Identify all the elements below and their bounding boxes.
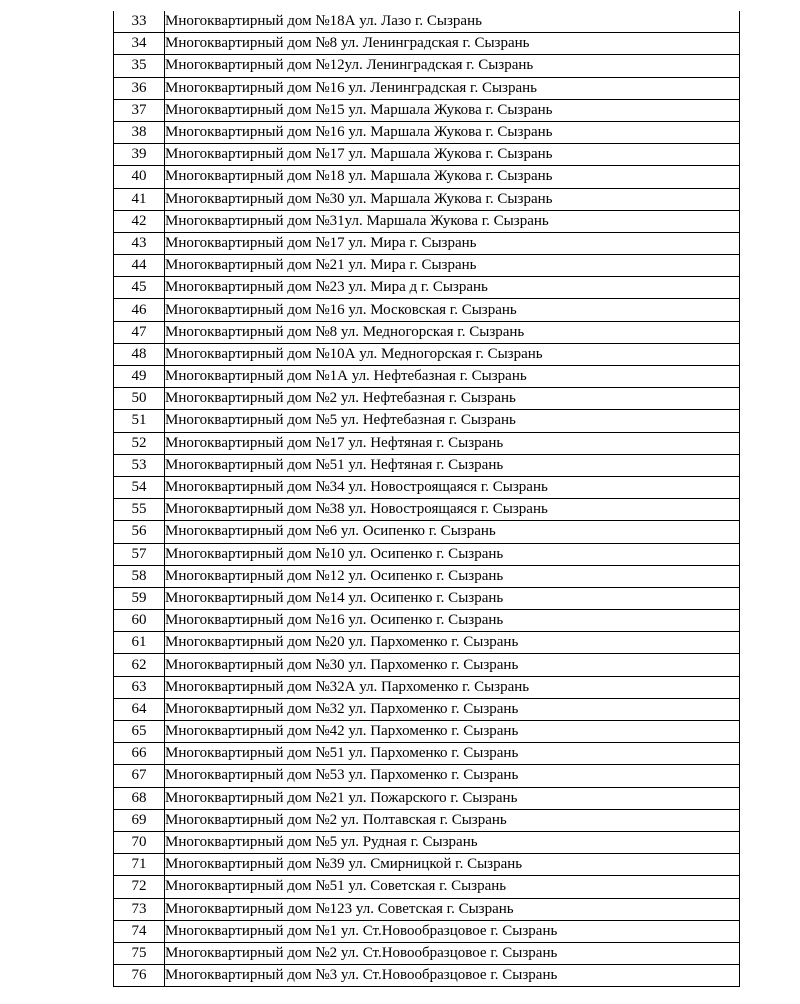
row-number-cell: 55 (114, 499, 165, 521)
row-number-cell: 50 (114, 388, 165, 410)
row-desc-cell: Многоквартирный дом №15 ул. Маршала Жукова г. Сызрань (165, 99, 740, 121)
table-row (114, 876, 740, 898)
row-desc-cell: Многоквартирный дом №16 ул. Осипенко г. Сызрань (165, 610, 740, 632)
table-row (114, 432, 740, 454)
table-row (114, 543, 740, 565)
row-number-cell: 40 (114, 166, 165, 188)
row-number-cell: 72 (114, 876, 165, 898)
row-desc-cell: Многоквартирный дом №32 ул. Пархоменко г. Сызрань (165, 698, 740, 720)
row-number-cell: 44 (114, 255, 165, 277)
row-number-cell: 35 (114, 55, 165, 77)
row-desc-cell: Многоквартирный дом №51 ул. Пархоменко г. Сызрань (165, 743, 740, 765)
table-row (114, 144, 740, 166)
table-row (114, 743, 740, 765)
building-table-container (113, 11, 739, 987)
row-desc-cell: Многоквартирный дом №21 ул. Мира г. Сызрань (165, 255, 740, 277)
table-row (114, 410, 740, 432)
row-desc-cell: Многоквартирный дом №32А ул. Пархоменко г. Сызрань (165, 676, 740, 698)
row-desc-cell: Многоквартирный дом №2 ул. Нефтебазная г. Сызрань (165, 388, 740, 410)
table-row (114, 33, 740, 55)
table-row (114, 854, 740, 876)
row-number-cell: 56 (114, 521, 165, 543)
row-desc-cell: Многоквартирный дом №1 ул. Ст.Новообразцовое г. Сызрань (165, 920, 740, 942)
row-desc-cell: Многоквартирный дом №5 ул. Рудная г. Сызрань (165, 831, 740, 853)
row-number-cell: 68 (114, 787, 165, 809)
row-desc-cell: Многоквартирный дом №20 ул. Пархоменко г. Сызрань (165, 632, 740, 654)
row-desc-cell: Многоквартирный дом №16 ул. Ленинградская г. Сызрань (165, 77, 740, 99)
row-number-cell: 63 (114, 676, 165, 698)
row-desc-cell: Многоквартирный дом №1А ул. Нефтебазная г. Сызрань (165, 366, 740, 388)
row-number-cell: 76 (114, 965, 165, 987)
row-desc-cell: Многоквартирный дом №5 ул. Нефтебазная г. Сызрань (165, 410, 740, 432)
table-row (114, 232, 740, 254)
row-desc-cell: Многоквартирный дом №31ул. Маршала Жукова г. Сызрань (165, 210, 740, 232)
table-row (114, 676, 740, 698)
building-table (113, 11, 740, 987)
building-table-body (114, 11, 740, 987)
row-number-cell: 48 (114, 343, 165, 365)
row-desc-cell: Многоквартирный дом №18А ул. Лазо г. Сызрань (165, 11, 740, 33)
table-row (114, 499, 740, 521)
table-row (114, 366, 740, 388)
table-row (114, 343, 740, 365)
row-number-cell: 47 (114, 321, 165, 343)
row-number-cell: 34 (114, 33, 165, 55)
row-desc-cell: Многоквартирный дом №8 ул. Ленинградская г. Сызрань (165, 33, 740, 55)
table-row (114, 654, 740, 676)
table-row (114, 99, 740, 121)
table-row (114, 476, 740, 498)
row-number-cell: 49 (114, 366, 165, 388)
table-row (114, 698, 740, 720)
row-number-cell: 38 (114, 121, 165, 143)
row-number-cell: 52 (114, 432, 165, 454)
row-desc-cell: Многоквартирный дом №10А ул. Медногорская г. Сызрань (165, 343, 740, 365)
table-row (114, 299, 740, 321)
table-row (114, 210, 740, 232)
row-desc-cell: Многоквартирный дом №16 ул. Маршала Жукова г. Сызрань (165, 121, 740, 143)
table-row (114, 765, 740, 787)
row-desc-cell: Многоквартирный дом №18 ул. Маршала Жукова г. Сызрань (165, 166, 740, 188)
table-row (114, 11, 740, 33)
row-number-cell: 59 (114, 587, 165, 609)
row-desc-cell: Многоквартирный дом №16 ул. Московская г. Сызрань (165, 299, 740, 321)
row-desc-cell: Многоквартирный дом №34 ул. Новостроящаяся г. Сызрань (165, 476, 740, 498)
row-number-cell: 62 (114, 654, 165, 676)
table-row (114, 632, 740, 654)
table-row (114, 55, 740, 77)
table-row (114, 965, 740, 987)
row-number-cell: 54 (114, 476, 165, 498)
row-number-cell: 41 (114, 188, 165, 210)
row-desc-cell: Многоквартирный дом №6 ул. Осипенко г. Сызрань (165, 521, 740, 543)
row-number-cell: 60 (114, 610, 165, 632)
table-row (114, 255, 740, 277)
table-row (114, 942, 740, 964)
row-desc-cell: Многоквартирный дом №17 ул. Мира г. Сызрань (165, 232, 740, 254)
table-row (114, 587, 740, 609)
table-row (114, 809, 740, 831)
row-number-cell: 64 (114, 698, 165, 720)
table-row (114, 610, 740, 632)
row-number-cell: 66 (114, 743, 165, 765)
row-desc-cell: Многоквартирный дом №123 ул. Советская г. Сызрань (165, 898, 740, 920)
row-number-cell: 65 (114, 721, 165, 743)
row-desc-cell: Многоквартирный дом №23 ул. Мира д г. Сызрань (165, 277, 740, 299)
row-desc-cell: Многоквартирный дом №51 ул. Советская г. Сызрань (165, 876, 740, 898)
row-number-cell: 58 (114, 565, 165, 587)
table-row (114, 898, 740, 920)
row-number-cell: 39 (114, 144, 165, 166)
row-number-cell: 75 (114, 942, 165, 964)
row-desc-cell: Многоквартирный дом №12 ул. Осипенко г. Сызрань (165, 565, 740, 587)
row-number-cell: 36 (114, 77, 165, 99)
table-row (114, 565, 740, 587)
row-number-cell: 33 (114, 11, 165, 33)
row-desc-cell: Многоквартирный дом №17 ул. Маршала Жукова г. Сызрань (165, 144, 740, 166)
row-number-cell: 51 (114, 410, 165, 432)
row-desc-cell: Многоквартирный дом №12ул. Ленинградская г. Сызрань (165, 55, 740, 77)
table-row (114, 321, 740, 343)
row-number-cell: 57 (114, 543, 165, 565)
table-row (114, 77, 740, 99)
row-desc-cell: Многоквартирный дом №2 ул. Полтавская г. Сызрань (165, 809, 740, 831)
row-desc-cell: Многоквартирный дом №17 ул. Нефтяная г. Сызрань (165, 432, 740, 454)
row-desc-cell: Многоквартирный дом №2 ул. Ст.Новообразцовое г. Сызрань (165, 942, 740, 964)
row-desc-cell: Многоквартирный дом №30 ул. Пархоменко г. Сызрань (165, 654, 740, 676)
table-row (114, 121, 740, 143)
row-number-cell: 53 (114, 454, 165, 476)
table-row (114, 277, 740, 299)
row-desc-cell: Многоквартирный дом №21 ул. Пожарского г. Сызрань (165, 787, 740, 809)
row-number-cell: 43 (114, 232, 165, 254)
row-number-cell: 71 (114, 854, 165, 876)
row-desc-cell: Многоквартирный дом №39 ул. Смирницкой г. Сызрань (165, 854, 740, 876)
table-row (114, 721, 740, 743)
table-row (114, 188, 740, 210)
row-desc-cell: Многоквартирный дом №14 ул. Осипенко г. Сызрань (165, 587, 740, 609)
table-row (114, 831, 740, 853)
row-number-cell: 67 (114, 765, 165, 787)
row-desc-cell: Многоквартирный дом №8 ул. Медногорская г. Сызрань (165, 321, 740, 343)
table-row (114, 521, 740, 543)
row-number-cell: 46 (114, 299, 165, 321)
row-number-cell: 74 (114, 920, 165, 942)
row-number-cell: 45 (114, 277, 165, 299)
row-desc-cell: Многоквартирный дом №51 ул. Нефтяная г. Сызрань (165, 454, 740, 476)
row-number-cell: 42 (114, 210, 165, 232)
table-row (114, 388, 740, 410)
table-row (114, 920, 740, 942)
row-number-cell: 69 (114, 809, 165, 831)
row-desc-cell: Многоквартирный дом №10 ул. Осипенко г. Сызрань (165, 543, 740, 565)
row-number-cell: 73 (114, 898, 165, 920)
row-desc-cell: Многоквартирный дом №3 ул. Ст.Новообразцовое г. Сызрань (165, 965, 740, 987)
table-row (114, 787, 740, 809)
row-desc-cell: Многоквартирный дом №38 ул. Новостроящаяся г. Сызрань (165, 499, 740, 521)
row-number-cell: 37 (114, 99, 165, 121)
row-desc-cell: Многоквартирный дом №30 ул. Маршала Жукова г. Сызрань (165, 188, 740, 210)
row-number-cell: 61 (114, 632, 165, 654)
row-desc-cell: Многоквартирный дом №53 ул. Пархоменко г. Сызрань (165, 765, 740, 787)
row-desc-cell: Многоквартирный дом №42 ул. Пархоменко г. Сызрань (165, 721, 740, 743)
table-row (114, 454, 740, 476)
table-row (114, 166, 740, 188)
row-number-cell: 70 (114, 831, 165, 853)
